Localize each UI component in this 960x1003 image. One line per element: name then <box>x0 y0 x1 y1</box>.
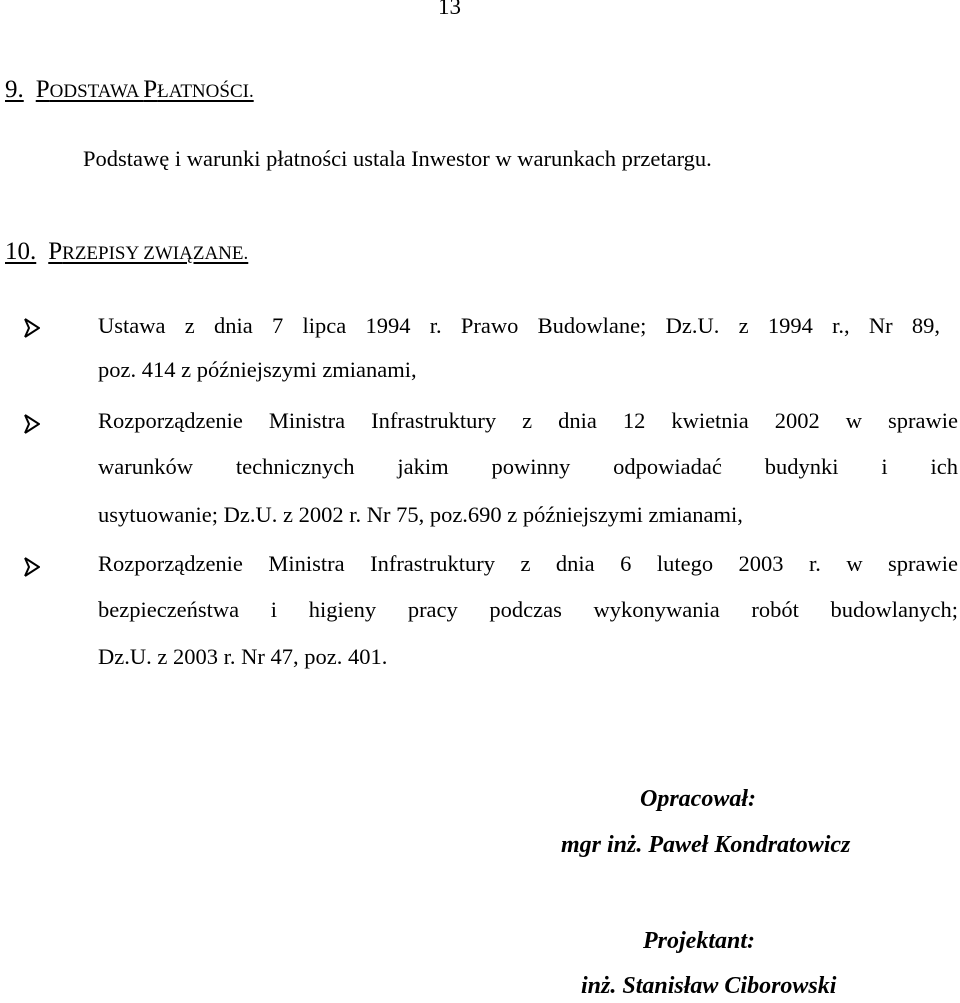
designer-name: inż. Stanisław Ciborowski <box>581 973 837 999</box>
section-10-heading <box>5 238 248 266</box>
prepared-by-label: Opracował: <box>640 786 756 812</box>
list-item-1-line-1: Ustawa z dnia 7 lipca 1994 r. Prawo Budowlane; Dz.U. z 1994 r., Nr 89, <box>98 313 940 338</box>
section-10-number: 10. <box>5 238 37 265</box>
section-9-title-rest-2: ŁATNOŚCI. <box>157 81 254 102</box>
section-9-heading <box>5 76 254 104</box>
section-10-title-rest: RZEPISY ZWIĄZANE. <box>62 243 249 264</box>
list-item-3-line-1: Rozporządzenie Ministra Infrastruktury z dnia 6 lutego 2003 r. w sprawie <box>98 551 958 576</box>
list-item-2-line-3: usytuowanie; Dz.U. z 2002 r. Nr 75, poz.690 z późniejszymi zmianami, <box>98 502 743 527</box>
list-item-2-line-1: Rozporządzenie Ministra Infrastruktury z dnia 12 kwietnia 2002 w sprawie <box>98 408 958 433</box>
section-10-title-initial: P <box>48 238 63 265</box>
designer-label: Projektant: <box>643 928 755 954</box>
prepared-by-name: mgr inż. Paweł Kondratowicz <box>561 832 851 858</box>
page-number: 13 <box>438 0 461 19</box>
section-9-title-rest: ODSTAWA <box>49 81 144 102</box>
section-9-paragraph: Podstawę i warunki płatności ustala Inwestor w warunkach przetargu. <box>83 146 712 171</box>
arrow-bullet-icon <box>24 557 40 577</box>
arrow-bullet-icon <box>24 414 40 434</box>
list-item-2-line-2: warunków technicznych jakim powinny odpowiadać budynki i ich <box>98 454 958 479</box>
section-9-title-initial-2: P <box>143 76 158 103</box>
list-item-1-line-2: poz. 414 z późniejszymi zmianami, <box>98 357 417 382</box>
section-9-title-initial: P <box>35 76 50 103</box>
list-item-3-line-2: bezpieczeństwa i higieny pracy podczas wykonywania robót budowlanych; <box>98 597 958 622</box>
list-item-3-line-3: Dz.U. z 2003 r. Nr 47, poz. 401. <box>98 644 388 669</box>
arrow-bullet-icon <box>24 318 40 338</box>
section-9-number: 9. <box>5 76 24 103</box>
